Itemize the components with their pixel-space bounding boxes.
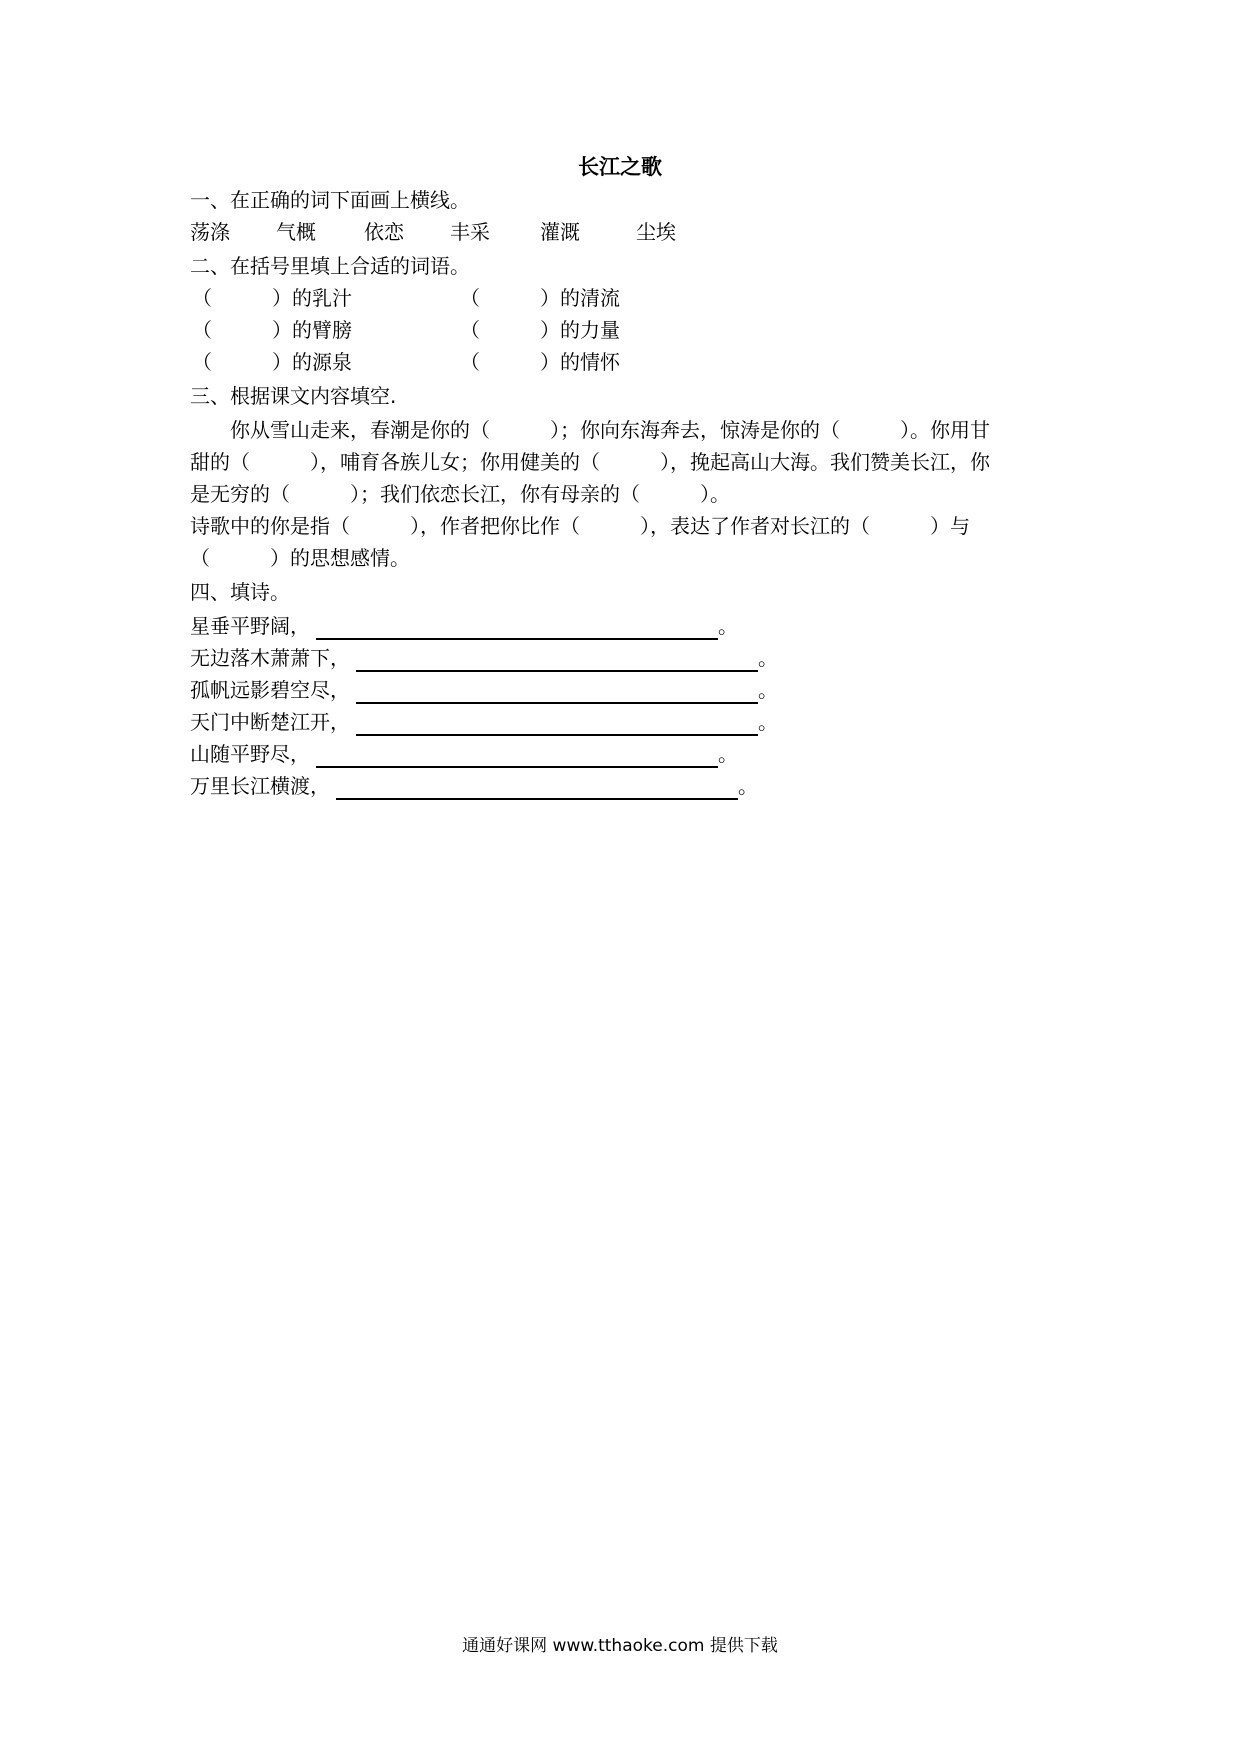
page-footer: 通通好课网 www.tthaoke.com 提供下载 xyxy=(462,1636,778,1656)
fill-item: （ ）的臂膀 xyxy=(192,318,352,342)
word-item: 气概 xyxy=(276,220,316,244)
poem-line xyxy=(190,772,758,800)
poem-suffix: 。 xyxy=(758,678,778,702)
poem-line xyxy=(190,644,778,672)
section1-heading: 一、在正确的词下面画上横线。 xyxy=(190,188,470,212)
poem-prefix: 孤帆远影碧空尽， xyxy=(190,678,350,702)
paragraph-line: 诗歌中的你是指（ ），作者把你比作（ ），表达了作者对长江的（ ）与 xyxy=(190,514,970,538)
section4-heading: 四、填诗。 xyxy=(190,580,290,604)
poem-suffix: 。 xyxy=(738,774,758,798)
poem-suffix: 。 xyxy=(718,742,738,766)
poem-line xyxy=(190,708,778,736)
word-item: 尘埃 xyxy=(636,220,676,244)
answer-blank[interactable] xyxy=(316,744,718,768)
paragraph-line: 你从雪山走来，春潮是你的（ ）；你向东海奔去，惊涛是你的（ ）。你用甘 xyxy=(190,418,990,442)
poem-prefix: 星垂平野阔， xyxy=(190,614,310,638)
section3-heading: 三、根据课文内容填空. xyxy=(190,384,397,408)
answer-blank[interactable] xyxy=(356,712,758,736)
paragraph-line: 甜的（ ），哺育各族儿女；你用健美的（ ），挽起高山大海。我们赞美长江，你 xyxy=(190,450,990,474)
poem-prefix: 万里长江横渡， xyxy=(190,774,330,798)
word-item: 灌溉 xyxy=(540,220,580,244)
poem-suffix: 。 xyxy=(758,710,778,734)
word-item: 依恋 xyxy=(364,220,404,244)
page-title: 长江之歌 xyxy=(578,155,662,179)
poem-prefix: 无边落木萧萧下， xyxy=(190,646,350,670)
poem-line xyxy=(190,612,738,640)
poem-line xyxy=(190,740,738,768)
fill-item: （ ）的力量 xyxy=(460,318,620,342)
paragraph-line: （ ）的思想感情。 xyxy=(190,546,410,570)
answer-blank[interactable] xyxy=(356,648,758,672)
poem-suffix: 。 xyxy=(758,646,778,670)
fill-item: （ ）的清流 xyxy=(460,286,620,310)
answer-blank[interactable] xyxy=(356,680,758,704)
section2-heading: 二、在括号里填上合适的词语。 xyxy=(190,254,470,278)
answer-blank[interactable] xyxy=(316,616,718,640)
poem-line xyxy=(190,676,778,704)
word-list xyxy=(190,218,676,246)
fill-item: （ ）的乳汁 xyxy=(192,286,352,310)
poem-suffix: 。 xyxy=(718,614,738,638)
fill-item: （ ）的情怀 xyxy=(460,350,620,374)
word-item: 丰采 xyxy=(450,220,490,244)
paragraph-line: 是无穷的（ ）；我们依恋长江，你有母亲的（ ）。 xyxy=(190,482,730,506)
answer-blank[interactable] xyxy=(336,776,738,800)
word-item: 荡涤 xyxy=(190,220,230,244)
fill-item: （ ）的源泉 xyxy=(192,350,352,374)
poem-prefix: 天门中断楚江开， xyxy=(190,710,350,734)
poem-prefix: 山随平野尽， xyxy=(190,742,310,766)
